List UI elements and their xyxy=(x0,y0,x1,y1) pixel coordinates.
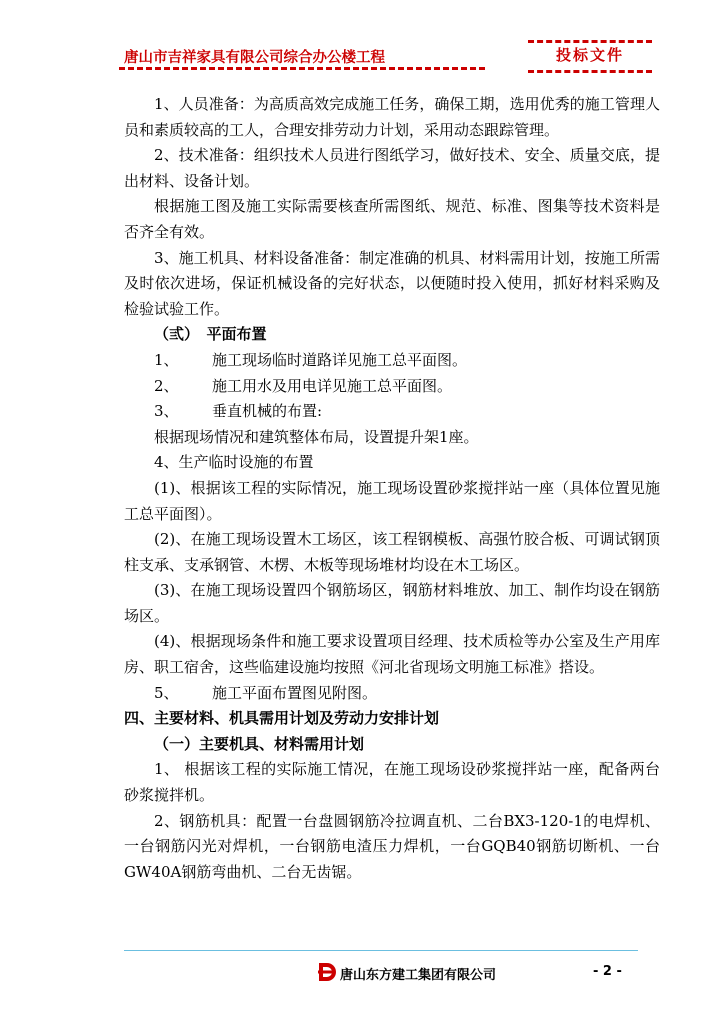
paragraph-equipment: 3、施工机具、材料设备准备：制定准确的机具、材料需用计划，按施工所需及时依次进场，保证机械设备的完好状态，以便随时投入使用，抓好材料采购及检验试验工作。 xyxy=(124,248,660,318)
footer-divider xyxy=(124,950,638,951)
paragraph-temp-facilities: 4、生产临时设施的布置 xyxy=(154,453,314,472)
paragraph-hoist: 根据现场情况和建筑整体布局，设置提升架1座。 xyxy=(154,427,479,446)
paragraph-rebar-area: (3)、在施工现场设置四个钢筋场区，钢筋材料堆放、加工、制作均设在钢筋场区。 xyxy=(124,581,660,625)
list-item-number: 2、 xyxy=(154,376,179,395)
paragraph-personnel: 1、人员准备：为高质高效完成施工任务，确保工期，选用优秀的施工管理人员和素质较高的工人，合理安排劳动力计划，采用动态跟踪管理。 xyxy=(124,95,660,139)
company-logo-icon xyxy=(316,961,338,983)
paragraph-drawings: 根据施工图及施工实际需要核查所需图纸、规范、标准、图集等技术资料是否齐全有效。 xyxy=(124,197,660,241)
subsection-heading-machinery: （一）主要机具、材料需用计划 xyxy=(154,734,365,753)
section-heading-layout: （弎） 平面布置 xyxy=(154,325,267,344)
list-item-number: 1、 xyxy=(154,350,179,369)
document-body xyxy=(124,92,660,885)
list-item xyxy=(124,681,660,707)
list-item-text: 施工现场临时道路详见施工总平面图。 xyxy=(212,350,468,369)
list-item-number: 3、 xyxy=(154,402,179,421)
section-heading-materials: 四、主要材料、机具需用计划及劳动力安排计划 xyxy=(124,709,440,728)
header-dash-line-left xyxy=(119,67,485,70)
paragraph-rebar-machinery: 2、钢筋机具：配置一台盘圆钢筋冷拉调直机、二台BX3-120-1的电焊机、一台钢筋闪光对焊机，一台钢筋电渣压力焊机，一台GQB40钢筋切断机、一台GW40A钢筋弯曲机、二台无齿锯。 xyxy=(124,811,660,881)
paragraph-carpentry-area: (2)、在施工现场设置木工场区，该工程钢模板、高强竹胶合板、可调试钢顶柱支承、支承钢管、木楞、木板等现场堆材均设在木工场区。 xyxy=(124,530,660,574)
list-item xyxy=(124,348,660,374)
header-doc-type: 投标文件 xyxy=(556,46,625,64)
paragraph-mortar-station: (1)、根据该工程的实际情况，施工现场设置砂浆搅拌站一座（具体位置见施工总平面图）。 xyxy=(124,478,660,523)
header-title: 唐山市吉祥家具有限公司综合办公楼工程 xyxy=(124,50,385,66)
page-number: - 2 - xyxy=(593,964,622,979)
paragraph-mortar-mixers: 1、 根据该工程的实际施工情况，在施工现场设砂浆搅拌站一座，配备两台砂浆搅拌机。 xyxy=(124,760,660,805)
list-item-text: 施工平面布置图见附图。 xyxy=(212,683,378,702)
list-item-text: 施工用水及用电详见施工总平面图。 xyxy=(212,376,453,395)
header-dash-line-right-top xyxy=(528,40,652,43)
list-item-text: 垂直机械的布置: xyxy=(212,402,323,421)
paragraph-technical: 2、技术准备：组织技术人员进行图纸学习，做好技术、安全、质量交底，提出材料、设备计划。 xyxy=(124,146,660,190)
header-dash-line-right-bottom xyxy=(528,70,652,73)
paragraph-offices: (4)、根据现场条件和施工要求设置项目经理、技术质检等办公室及生产用库房、职工宿舍，这些临建设施均按照《河北省现场文明施工标准》搭设。 xyxy=(124,632,660,677)
list-item xyxy=(124,374,660,400)
list-item-number: 5、 xyxy=(154,683,179,702)
list-item xyxy=(124,399,660,425)
footer-company-name: 唐山东方建工集团有限公司 xyxy=(340,968,497,983)
